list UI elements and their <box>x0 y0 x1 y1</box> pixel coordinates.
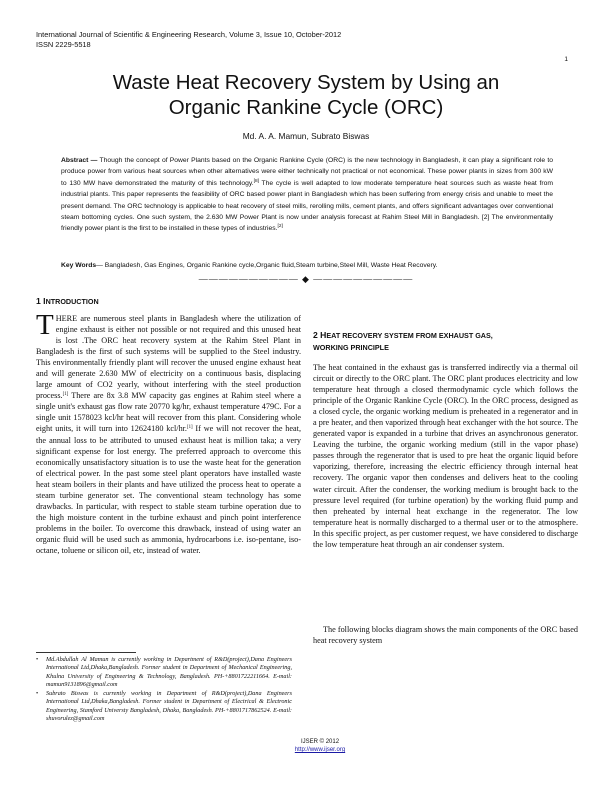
page-number: 1 <box>564 56 568 63</box>
footnote-author-2: • Subrato Biswas is currently working in Department of R&D(project),Dana Engineers International Ltd,Dhaka,Bangladesh. Former student in Department of Electrical & Electronic Engineering, Stamford Universty Bangladesh, Dhaka, Bangladesh. PH-+8801717862524. E-mail: shuvorulez@gmail.com <box>36 690 292 723</box>
section-1-body <box>36 309 301 556</box>
abstract-text-1: Though the concept of Power Plants based on the Organic Rankine Cycle (ORC) is the new technology in Bangladesh, it can play a significant role to produce power from various heat sources when other alternatives were either technically not practical or not economical. These power plants in sizes from 300 kW to 130 MW have demonstrated the maturity of this technology. <box>61 157 553 187</box>
section-2-paragraph-2: The following blocks diagram shows the main components of the ORC based heat recovery system <box>313 625 578 646</box>
section-2-number: 2 <box>313 330 321 340</box>
title-line-1: Waste Heat Recovery System by Using an <box>112 71 500 94</box>
section-2-heading <box>313 330 578 353</box>
paper-title <box>36 71 576 120</box>
keywords-label: Key Words <box>61 262 97 269</box>
section-2-title-line-1: EAT RECOVERY SYSTEM FROM EXHAUST GAS, <box>326 331 493 340</box>
section-separator: —————————— ◆ —————————— <box>198 274 414 284</box>
journal-header <box>36 30 341 49</box>
abstract-label: Abstract <box>61 157 89 164</box>
abstract-text-2: The cycle is well adapted to low moderate temperature heat sources such as waste heat from industrial plants. This paper represents the feasibility of ORC based power plant in Bangladesh which has been suffering from energy crisis and unable to meet the present demand. The ORC technology is applicable to heat recovery of steel mills, rerolling mills, cement plants, and offers significant advantages over conventional steam bottoming cycles. One such system, the 2.630 MW Power Plant is now under analysis forecast at Rahim Steel Mill in Bangladesh. [2] The environmentally friendly power plant is the first to be installed in these types of industries. <box>61 179 553 233</box>
issn: ISSN 2229-5518 <box>36 39 91 49</box>
journal-url-link[interactable]: http://www.ijser.org <box>294 747 346 753</box>
page-footer <box>250 738 390 754</box>
abstract-citation-1: [8] <box>253 178 259 184</box>
section-2-paragraph-1: The heat contained in the exhaust gas is transferred indirectly via a thermal oil circuit or directly to the ORC plant. The ORC plant produces electricity and low temperature heat through a closed thermodynamic cycle which follows the principle of the Organic Rankine Cycle (ORC). In the ORC process, designed as a closed cycle, the organic working medium is preheated in a regenerator and in a pre heater, and then vaporized through heat exchanger with the hot source. The generated vapor is expanded in a turbine that drives an asynchronous generator. Leaving the turbine, the organic working medium (still in the vapor phase) passes through the regenerator that is used to pre heat the organic liquid before vaporizing, therefore, increasing the electric efficiency through internal heat recovery. The organic vapor then condenses and delivers heat to the cooling water circuit. After the condenser, the working medium is brought back to the pressure level required (for turbine operation) by the working fluid pump and then preheated by internal heat exchange in the regenerator. The low temperature heat is normally discharged to a thermal user or to the atmosphere. In this specific project, as per customer request, we have considered to discharge the low temperature heat through an air condenser system. <box>313 363 578 549</box>
section-1-number: 1 <box>36 296 44 306</box>
keywords <box>61 260 553 271</box>
section-1-title: NTRODUCTION <box>45 297 99 306</box>
authors: Md. A. A. Mamun, Subrato Biswas <box>242 131 370 141</box>
abstract <box>61 155 553 235</box>
section-1-citation-1: [1] <box>62 392 69 398</box>
section-1-initial: I <box>43 296 46 306</box>
abstract-dash: — <box>88 157 100 164</box>
section-1-heading <box>36 296 99 308</box>
section-1-citation-2: [1] <box>186 425 193 431</box>
copyright: IJSER © 2012 <box>300 739 340 745</box>
author-footnotes <box>36 656 292 724</box>
footnote-author-1: • Md.Abdullah Al Mamun is currently working in Department of R&D(project),Dana Engineers International Ltd,Dhaka,Bangladesh. Former student in Department of Mechanical Engineering, Khulna University of Engineering & Technology, Bangladesh. PH-+8801722211664. E-mail: mamun9131896@gmail.com <box>36 656 292 689</box>
footnote-divider <box>36 652 136 653</box>
section-2-initial: H <box>320 330 327 340</box>
section-1-text-2: There are 8x 3.8 MW capacity gas engines at Rahim steel where a single unit's exhaust gas flow rate 20770 kg/hr, exhaust temperature 479C. For a single unit 1578023 kcl/hr heat will recover from this plant. Considering whole eight units, it will turn into 12624180 kcl/hr. <box>36 391 301 434</box>
keywords-text: — Bangladesh, Gas Engines, Organic Rankine cycle,Organic fluid,Steam turbine,Steel Mill, Waste Heat Recovery. <box>96 262 438 269</box>
journal-citation: International Journal of Scientific & Engineering Research, Volume 3, Issue 10, October-2012 <box>36 30 342 39</box>
section-2-title-line-2: WORKING PRINCIPLE <box>313 342 389 352</box>
title-line-2: Organic Rankine Cycle (ORC) <box>168 95 444 119</box>
abstract-citation-2: [2] <box>277 224 283 230</box>
drop-cap: T <box>36 309 54 341</box>
section-1-text-1: HERE are numerous steel plants in Bangladesh where the utilization of engine exhaust is either not possible or not required and this unused heat is lost .The ORC heat recovery system at the Rahim Steel Plant in Bangladesh is the first of such systems will be supplied to the Steel industry. This environmentally friendly plant will recover the unused engine exhaust heat and will generate 2.630 MW of electricity on a continuous basis, displacing large amount of CO2 yearly, without interfering with the steel production process. <box>36 314 301 401</box>
section-1-text-3: If we will not recover the heat, the annual loss to be attributed to unused exhaust heat is million taka; a very significant expense for lost energy. The preferred approach to overcome this economically unsatisfactory situation is to use the waste heat for the generation of electrical power. In the past some steel plant operators have installed waste heat steam boilers in their plants and have utilized the process heat to operate a steam turbine generator set. The conventional steam technology has some drawbacks. In particular, with respect to stable steam turbine operation due to the high moisture content in the turbine exhaust and pinch point interference problems in the boiler. To overcome this drawback, instead of using water an organic fluid will be used such as ammonia, hydrocarbons i.e. iso-pentane, iso-octane, toluene or silicon oil, etc, instead of water. <box>36 424 301 555</box>
